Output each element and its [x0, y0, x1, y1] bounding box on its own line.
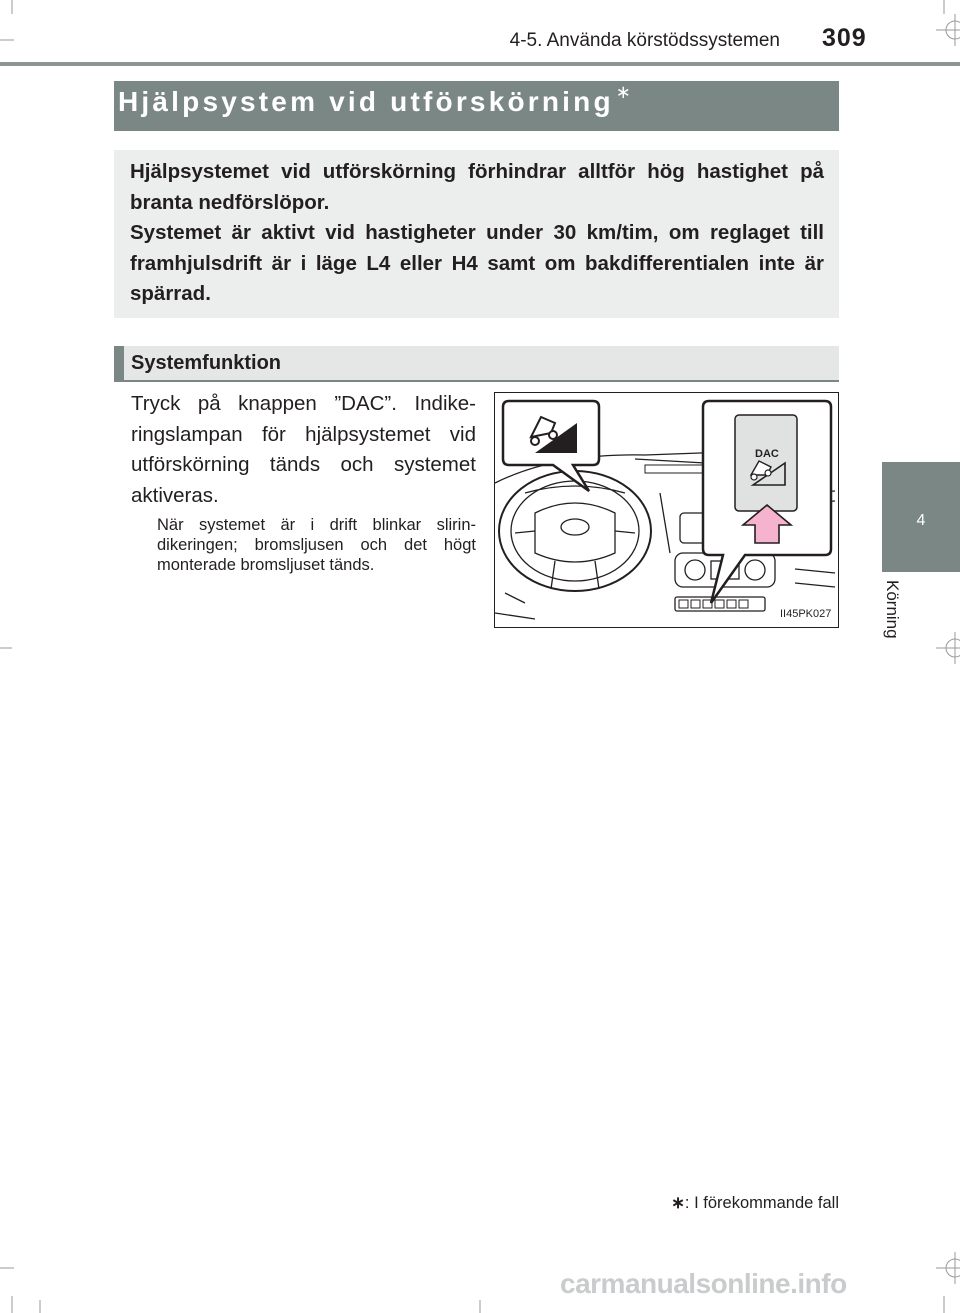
- section-header-rule: [114, 380, 839, 382]
- section-header-accent: [114, 346, 124, 382]
- illustration-code: II45PK027: [780, 608, 832, 620]
- dashboard-illustration: [494, 392, 839, 628]
- chapter-number: 4: [916, 512, 926, 529]
- optional-marker: ∗: [615, 82, 635, 102]
- intro-paragraph-1: Hjälpsystemet vid utförskörning förhindrar alltför hög hastighet på branta nedförslöpor.: [130, 160, 824, 214]
- page-title: [118, 82, 635, 118]
- header-rule: [0, 62, 960, 66]
- intro-text: [130, 157, 824, 310]
- footnote-text: : I förekommande fall: [684, 1194, 839, 1212]
- page-number: 309: [822, 24, 867, 52]
- note-text: När systemet är i drift blinkar slirindikeringen; bromsljusen och det högt monterade bromsljuset tänds.: [157, 516, 476, 574]
- footnote: [500, 1193, 839, 1213]
- intro-paragraph-2: Systemet är aktivt vid hastigheter under 30 km/tim, om reglaget till framhjulsdrift är i läge L4 eller H4 samt om bakdifferentialen inte är spärrad.: [130, 221, 824, 305]
- dashboard-drawing: [495, 393, 838, 627]
- header-section-title: 4-5. Använda körstödssystemen: [509, 30, 780, 51]
- instruction-text: Tryck på knappen ”DAC”. Indikeringslampan för hjälpsystemet vid utförskörning tänds och systemet aktiveras.: [131, 392, 476, 507]
- chapter-label-text: Körning: [883, 580, 902, 639]
- dac-button-label: DAC: [755, 448, 779, 460]
- page-title-text: Hjälpsystem vid utförskörning: [118, 86, 614, 117]
- section-title: Systemfunktion: [131, 352, 282, 374]
- footnote-marker: ∗: [671, 1194, 685, 1212]
- watermark: carmanualsonline.info: [560, 1268, 847, 1299]
- chapter-label: [880, 580, 920, 660]
